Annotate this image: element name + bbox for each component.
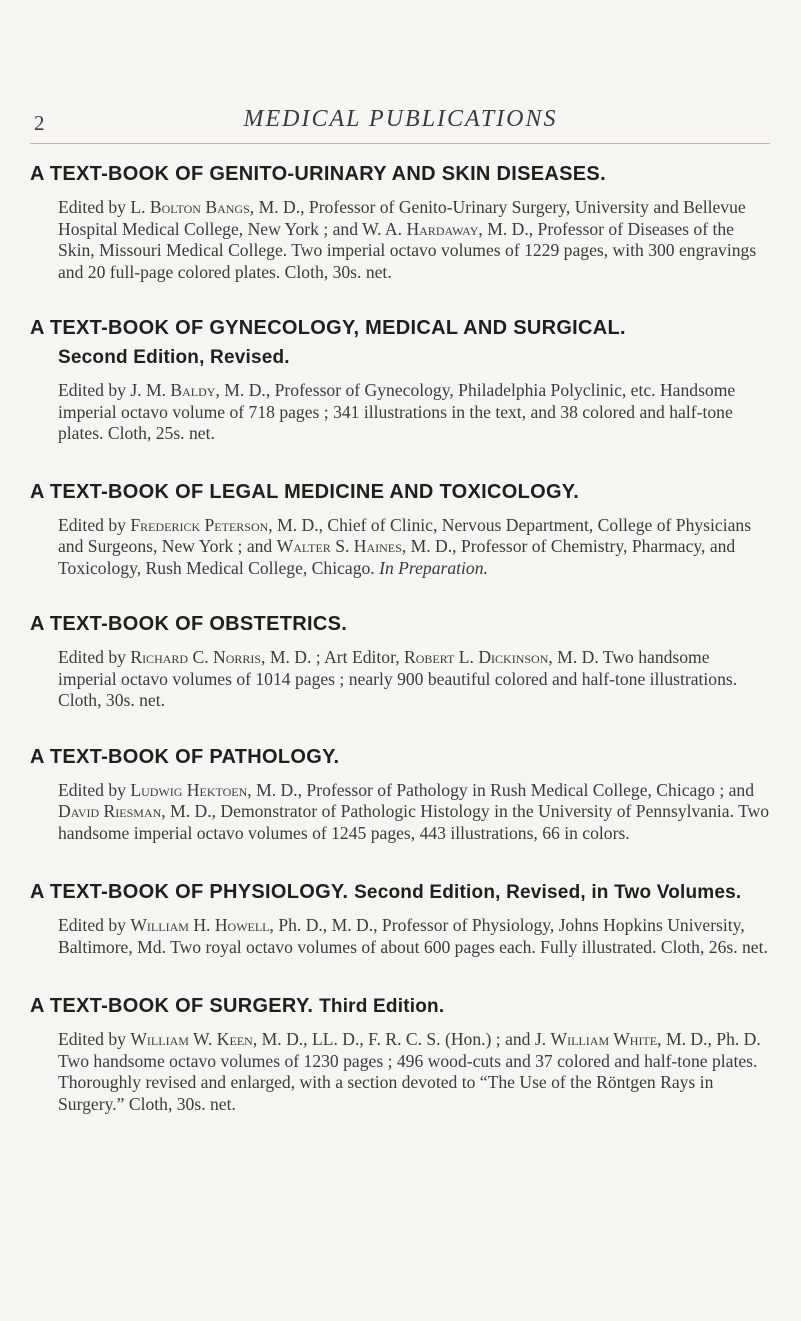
description-text: , M. D., Professor of Diseases of the Skin, Missouri Medical College. Two imperial octavo volumes of 1229 pages, with 300 engravings and 20 full-page colored plates. Cloth, 30s. net. [58, 218, 757, 282]
publication-entry [30, 743, 770, 845]
person-name: Hardaway [406, 218, 479, 239]
person-name: Baldy [170, 380, 216, 400]
description-text: , M. D., Ph. D. Two handsome octavo volumes of 1230 pages ; 496 wood-cuts and 37 colored and half-tone plates. Thoroughly revised and enlarged, with a section devoted to “The Use of the Röntgen Rays in Surgery.” Cloth, 30s. net. [58, 1029, 761, 1114]
entry-description [58, 197, 770, 283]
description-text: , M. D., Demonstrator of Pathologic Histology in the University of Pennsylvania. Two handsome imperial octavo volumes of 1245 pages, 443 illustrations, 66 in colors. [58, 801, 770, 843]
entry-description [58, 915, 770, 958]
entry-title [30, 478, 770, 507]
description-text: , M. D., Professor of Genito-Urinary Surgery, University and Bellevue Hospital Medical College, New York ; and W. A. [58, 197, 746, 239]
description-text: Edited by [58, 779, 131, 800]
entry-description [58, 1029, 770, 1115]
description-text: Edited by L. [58, 197, 150, 217]
publication-entry [30, 610, 770, 712]
publication-entry [30, 160, 770, 283]
person-name: Walter S. Haines [276, 536, 402, 556]
description-text: Edited by [58, 514, 131, 535]
entry-title [30, 992, 770, 1021]
entry-title [30, 160, 770, 189]
description-text: Edited by [58, 915, 131, 935]
entry-edition: Third Edition. [319, 996, 445, 1017]
publication-entry [30, 314, 770, 445]
header-rule [30, 143, 770, 144]
description-text: Edited by [58, 1029, 131, 1049]
entry-title-text: A TEXT-BOOK OF PATHOLOGY. [30, 745, 340, 768]
entry-description [58, 515, 770, 580]
description-text: , M. D., LL. D., F. R. C. S. (Hon.) ; and J. [252, 1029, 551, 1049]
description-text: , M. D., Professor of Chemistry, Pharmacy, and Toxicology, Rush Medical College, Chicago. [58, 536, 736, 578]
person-name: William H. Howell [130, 915, 270, 935]
entry-title-text: A TEXT-BOOK OF OBSTETRICS. [30, 613, 348, 635]
page-number: 2 [34, 111, 45, 135]
description-text: , M. D., Chief of Clinic, Nervous Department, College of Physicians and Surgeons, New York ; and [58, 514, 752, 556]
description-text: , Ph. D., M. D., Professor of Physiology, Johns Hopkins University, Baltimore, Md. Two royal octavo volumes of about 600 pages each. Fully illustrated. Cloth, 26s. net. [58, 915, 768, 957]
entry-edition: Second Edition, Revised. [58, 347, 290, 368]
person-name: William White [550, 1029, 658, 1049]
entry-description [58, 380, 770, 445]
entry-title-text: A TEXT-BOOK OF PHYSIOLOGY. [30, 881, 349, 903]
description-text: , M. D. ; Art Editor, [261, 647, 405, 667]
person-name: Ludwig Hektoen [130, 779, 248, 800]
status-note: In Preparation. [379, 557, 488, 578]
entry-description [58, 780, 770, 845]
publication-list [30, 160, 770, 1146]
entry-description [58, 647, 770, 712]
entry-title-text: A TEXT-BOOK OF GENITO-URINARY AND SKIN DISEASES. [30, 163, 606, 185]
person-name: Richard C. Norris [130, 647, 262, 667]
entry-title [30, 743, 770, 772]
running-head: MEDICAL PUBLICATIONS [243, 106, 558, 132]
entry-title [30, 878, 770, 907]
description-text: Edited by J. M. [58, 380, 171, 400]
entry-title [30, 314, 770, 372]
entry-edition: Second Edition, Revised, in Two Volumes. [354, 882, 742, 903]
publication-entry [30, 992, 770, 1115]
person-name: Robert L. Dickinson [404, 647, 549, 667]
description-text: , M. D. Two handsome imperial octavo volumes of 1014 pages ; nearly 900 beautiful colored and half-tone illustrations. Cloth, 30s. net. [58, 647, 738, 710]
person-name: David Riesman [58, 801, 162, 821]
publication-entry [30, 878, 770, 958]
entry-title-text: A TEXT-BOOK OF LEGAL MEDICINE AND TOXICOLOGY. [30, 480, 580, 503]
person-name: William W. Keen [130, 1029, 253, 1049]
entry-title-text: A TEXT-BOOK OF GYNECOLOGY, MEDICAL AND SURGICAL. [30, 317, 626, 339]
person-name: Frederick Peterson [130, 514, 269, 535]
description-text: , M. D., Professor of Pathology in Rush Medical College, Chicago ; and [247, 779, 755, 800]
description-text: , M. D., Professor of Gynecology, Philadelphia Polyclinic, etc. Handsome imperial octavo volume of 718 pages ; 341 illustrations in the text, and 38 colored and half-tone plates. Cloth, 25s. net. [58, 380, 736, 443]
entry-title-text: A TEXT-BOOK OF SURGERY. [30, 995, 314, 1017]
entry-title [30, 610, 770, 639]
person-name: Bolton Bangs [149, 197, 250, 217]
publication-entry [30, 478, 770, 580]
description-text: Edited by [58, 647, 131, 667]
